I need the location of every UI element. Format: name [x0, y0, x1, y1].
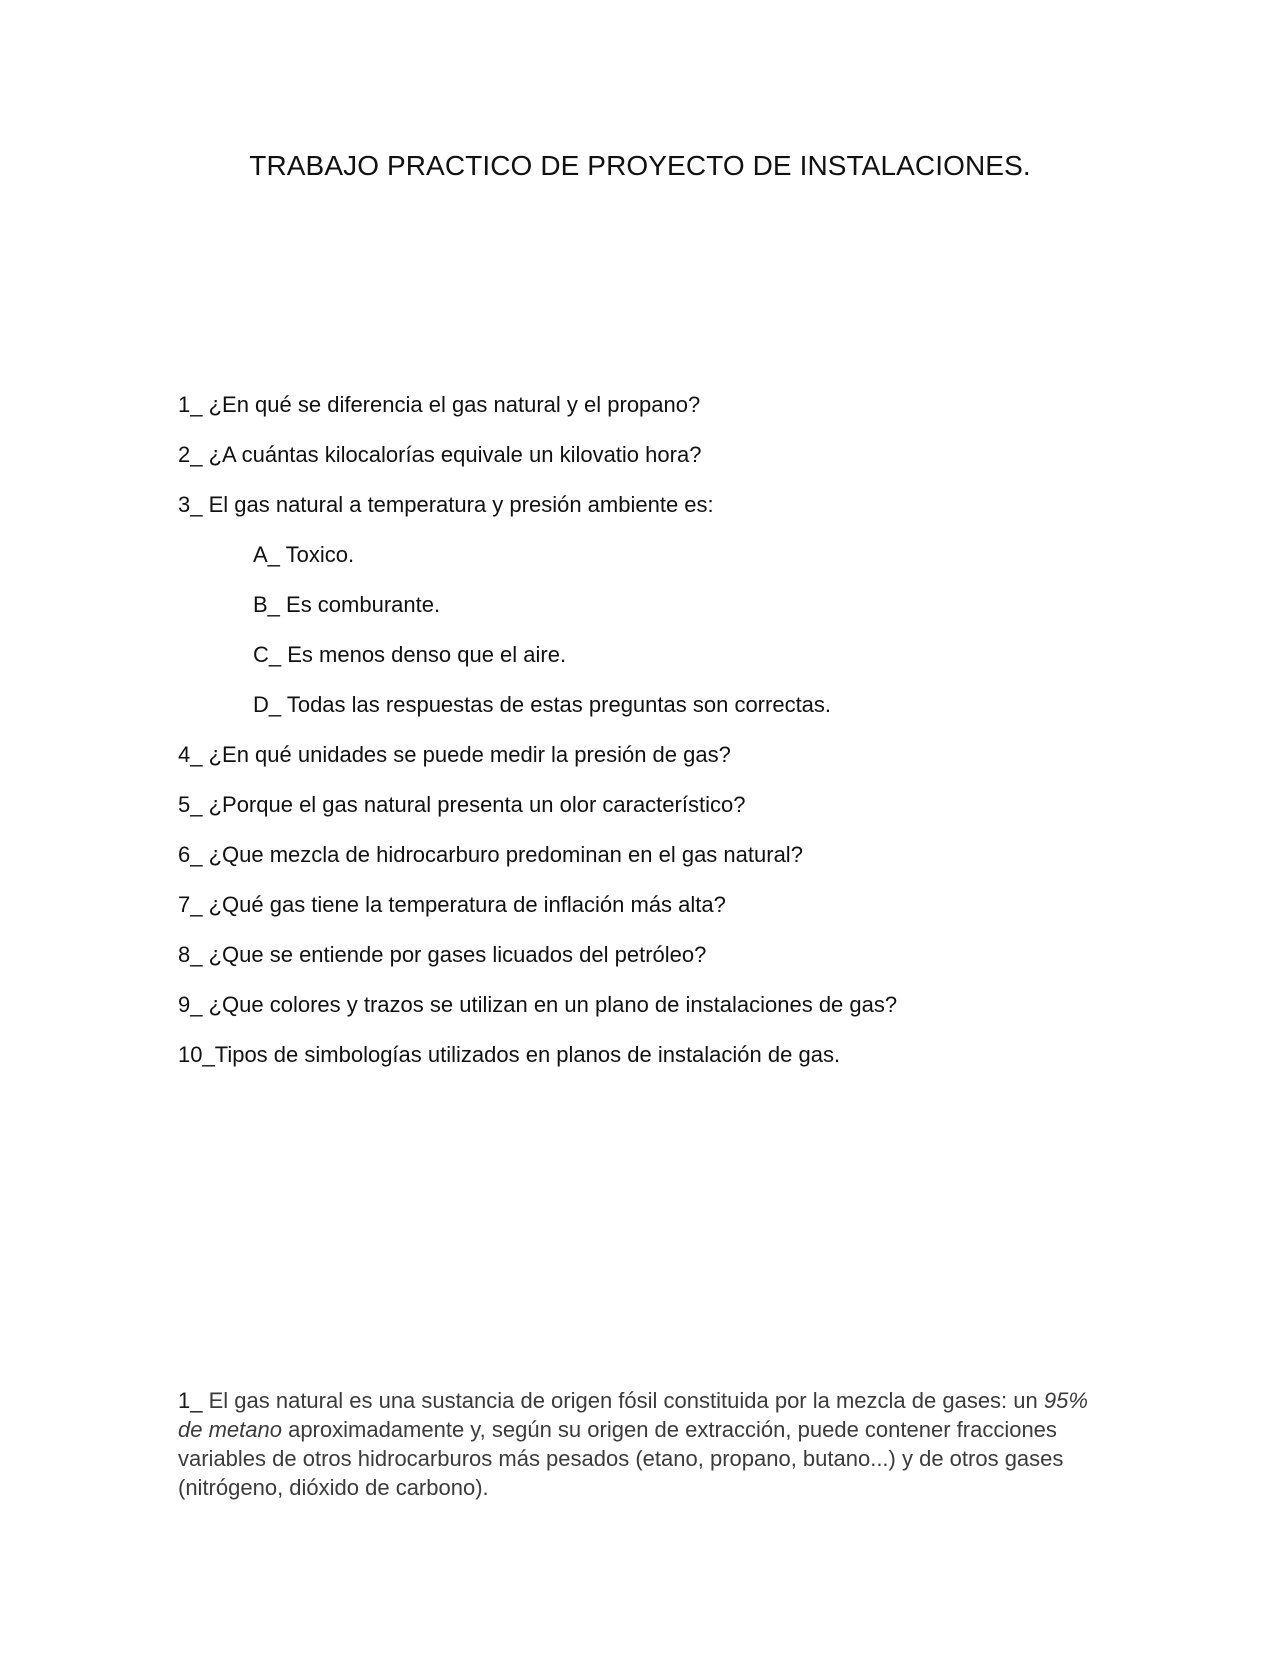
question-7: 7_ ¿Qué gas tiene la temperatura de inflación más alta?: [178, 892, 726, 917]
answer-1-emphasis: 95% de metano: [178, 1388, 1088, 1442]
document-title: TRABAJO PRACTICO DE PROYECTO DE INSTALACIONES.: [249, 150, 1031, 181]
answer-1-text-end: aproximadamente y, según su origen de extracción, puede contener fracciones variables de otros hidrocarburos más pesados (etano, propano, butano...) y de otros gases (nitrógeno, dióxido de carbono).: [178, 1417, 1064, 1500]
answer-1-number: 1_: [178, 1388, 203, 1413]
answer-1-paragraph: [178, 1386, 1108, 1502]
question-9: 9_ ¿Que colores y trazos se utilizan en un plano de instalaciones de gas?: [178, 992, 898, 1017]
question-1: 1_ ¿En qué se diferencia el gas natural y el propano?: [178, 392, 701, 417]
question-3: 3_ El gas natural a temperatura y presión ambiente es:: [178, 492, 714, 517]
question-3-option-c: C_ Es menos denso que el aire.: [253, 642, 567, 667]
question-10: 10_Tipos de simbologías utilizados en planos de instalación de gas.: [178, 1042, 841, 1067]
question-3-option-b: B_ Es comburante.: [253, 592, 441, 617]
question-6: 6_ ¿Que mezcla de hidrocarburo predominan en el gas natural?: [178, 842, 803, 867]
question-2: 2_ ¿A cuántas kilocalorías equivale un kilovatio hora?: [178, 442, 702, 467]
question-5: 5_ ¿Porque el gas natural presenta un olor característico?: [178, 792, 746, 817]
question-8: 8_ ¿Que se entiende por gases licuados del petróleo?: [178, 942, 707, 967]
question-list: [178, 390, 1138, 1090]
question-3-option-d: D_ Todas las respuestas de estas preguntas son correctas.: [253, 692, 832, 717]
answer-1-text-start: El gas natural es una sustancia de origen fósil constituida por la mezcla de gases: un: [202, 1388, 1044, 1413]
question-4: 4_ ¿En qué unidades se puede medir la presión de gas?: [178, 742, 731, 767]
question-3-option-a: A_ Toxico.: [253, 542, 355, 567]
